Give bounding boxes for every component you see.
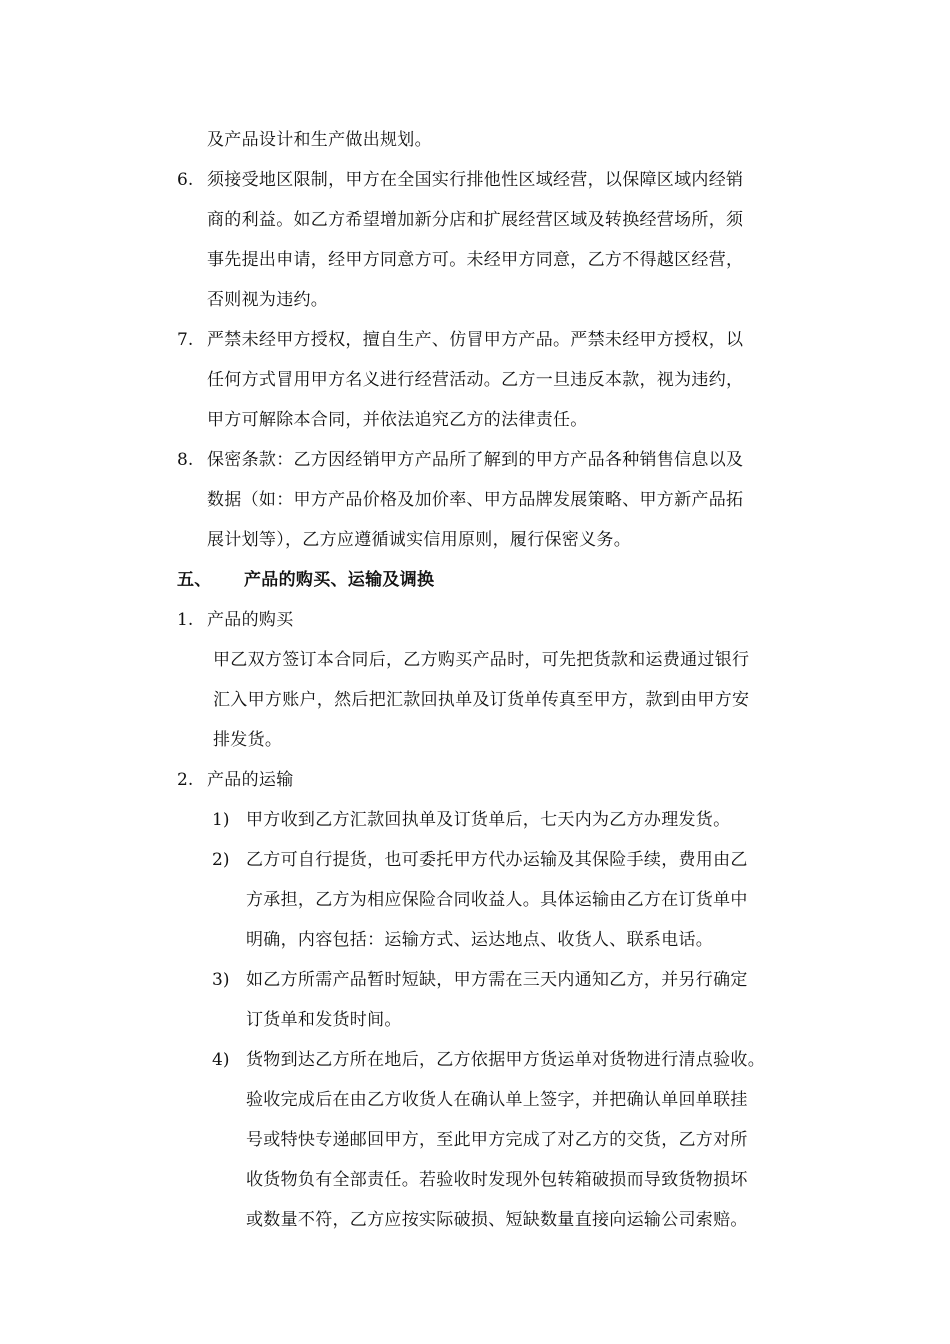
transport-number: 2. [177,770,194,790]
transport-item4-line: 验收完成后在由乙方收货人在确认单上签字，并把确认单回单联挂 [246,1090,748,1110]
item8-number: 8. [177,450,194,470]
item8-line: 数据（如：甲方产品价格及加价率、甲方品牌发展策略、甲方新产品拓 [207,490,744,510]
transport-item2-line: 乙方可自行提货，也可委托甲方代办运输及其保险手续，费用由乙 [246,850,748,870]
item7-line: 严禁未经甲方授权，擅自生产、仿冒甲方产品。严禁未经甲方授权，以 [207,330,744,350]
transport-item1-number: 1) [212,810,230,830]
transport-item2-number: 2) [212,850,230,870]
transport-item3-number: 3) [212,970,230,990]
item8-line: 展计划等），乙方应遵循诚实信用原则，履行保密义务。 [207,530,631,550]
transport-item4-line: 或数量不符，乙方应按实际破损、短缺数量直接向运输公司索赔。 [246,1210,748,1230]
item8-line: 保密条款：乙方因经销甲方产品所了解到的甲方产品各种销售信息以及 [207,450,744,470]
item6-line: 须接受地区限制，甲方在全国实行排他性区域经营，以保障区域内经销 [207,170,744,190]
purchase-number: 1. [177,610,194,630]
transport-item2-line: 明确，内容包括：运输方式、运达地点、收货人、联系电话。 [246,930,714,950]
item6-line: 商的利益。如乙方希望增加新分店和扩展经营区域及转换经营场所，须 [207,210,744,230]
transport-title: 产品的运输 [207,770,294,790]
item7-line: 任何方式冒用甲方名义进行经营活动。乙方一旦违反本款，视为违约， [207,370,744,390]
item7-line: 甲方可解除本合同，并依法追究乙方的法律责任。 [207,410,588,430]
transport-item4-line: 号或特快专递邮回甲方，至此甲方完成了对乙方的交货，乙方对所 [246,1130,748,1150]
transport-item4-number: 4) [212,1050,230,1070]
item6-line: 事先提出申请，经甲方同意方可。未经甲方同意，乙方不得越区经营， [207,250,744,270]
transport-item1-line: 甲方收到乙方汇款回执单及订货单后，七天内为乙方办理发货。 [246,810,731,830]
transport-item2-line: 方承担，乙方为相应保险合同收益人。具体运输由乙方在订货单中 [246,890,748,910]
purchase-line: 汇入甲方账户，然后把汇款回执单及订货单传真至甲方，款到由甲方安 [213,690,750,710]
purchase-line: 排发货。 [213,730,283,750]
purchase-line: 甲乙双方签订本合同后，乙方购买产品时，可先把货款和运费通过银行 [213,650,750,670]
section5-number: 五、 [177,570,212,590]
item7-number: 7. [177,330,194,350]
transport-item4-line: 收货物负有全部责任。若验收时发现外包转箱破损而导致货物损坏 [246,1170,748,1190]
transport-item3-line: 订货单和发货时间。 [246,1010,402,1030]
section5-title: 产品的购买、运输及调换 [244,570,435,590]
item5-continuation: 及产品设计和生产做出规划。 [207,130,432,150]
purchase-title: 产品的购买 [207,610,294,630]
item6-line: 否则视为违约。 [207,290,329,310]
transport-item3-line: 如乙方所需产品暂时短缺，甲方需在三天内通知乙方，并另行确定 [246,970,748,990]
transport-item4-line: 货物到达乙方所在地后，乙方依据甲方货运单对货物进行清点验收。 [246,1050,765,1070]
item6-number: 6. [177,170,194,190]
